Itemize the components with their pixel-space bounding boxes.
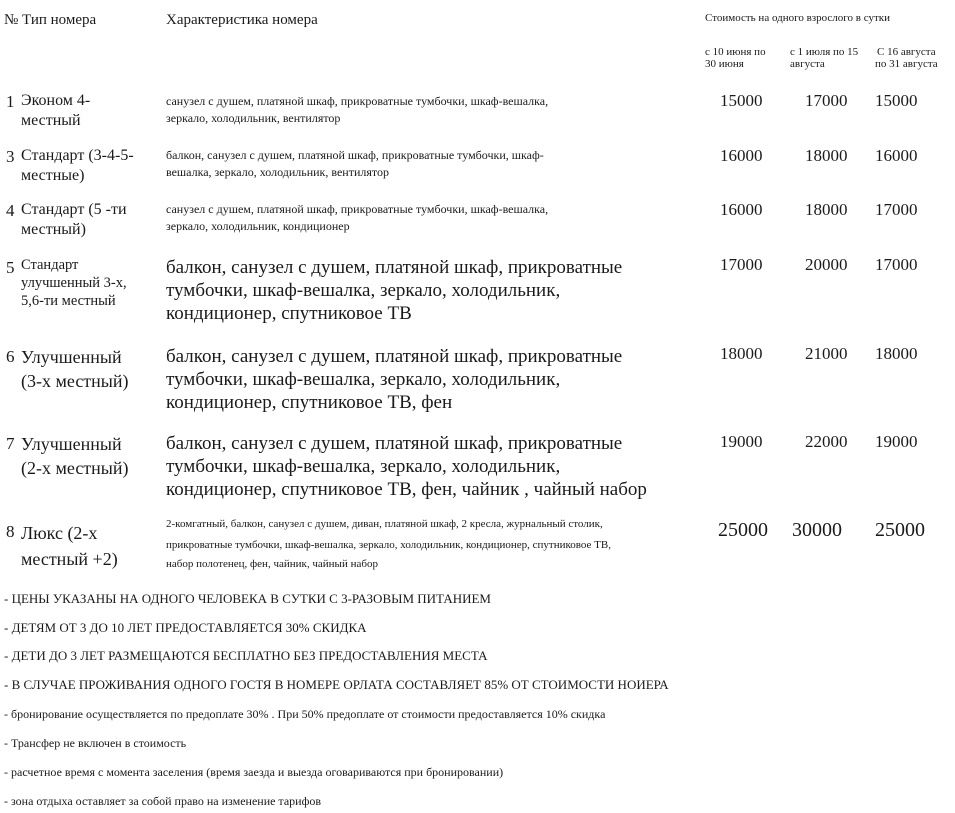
- price-period-2: 18000: [805, 200, 848, 219]
- room-number: 5: [6, 258, 15, 277]
- price-period-2: 20000: [805, 255, 848, 274]
- room-description: 2-комгатный, балкон, санузел с душем, диван, платяной шкаф, 2 кресла, журнальный столик, прикроватные тумбочки, шкаф-вешалка, зеркало, холодильник, кондиционер, спутниковое ТВ, набор полотенец, фен, чайник, чайный набор: [166, 518, 611, 570]
- price-period-3: 25000: [875, 519, 925, 541]
- note-meals: - ЦЕНЫ УКАЗАНЫ НА ОДНОГО ЧЕЛОВЕКА В СУТКИ С 3-РАЗОВЫМ ПИТАНИЕМ: [4, 591, 491, 606]
- room-description: санузел с душем, платяной шкаф, прикроватные тумбочки, шкаф-вешалка, зеркало, холодильник, кондиционер: [166, 202, 549, 233]
- price-period-1: 17000: [720, 255, 763, 274]
- room-number: 4: [6, 201, 15, 220]
- price-period-1: 19000: [720, 432, 763, 451]
- header-type: № Тип номера: [4, 12, 97, 28]
- note-tariff-change: - зона отдыха оставляет за собой право на изменение тарифов: [4, 794, 322, 808]
- room-number: 6: [6, 347, 15, 366]
- price-period-3: 15000: [875, 91, 918, 110]
- room-description: балкон, санузел с душем, платяной шкаф, прикроватные тумбочки, шкаф-вешалка, зеркало, холодильник, кондиционер, спутниковое ТВ, фен, чайник , чайный набор: [166, 433, 647, 500]
- note-infants-free: - ДЕТИ ДО 3 ЛЕТ РАЗМЕЩАЮТСЯ БЕСПЛАТНО БЕЗ ПРЕДОСТАВЛЕНИЯ МЕСТА: [4, 648, 488, 663]
- note-transfer: - Трансфер не включен в стоимость: [4, 736, 187, 750]
- price-period-1: 16000: [720, 146, 763, 165]
- room-type: Стандарт улучшенный 3-х, 5,6-ти местный: [21, 257, 127, 309]
- note-children-discount: - ДЕТЯМ ОТ 3 ДО 10 ЛЕТ ПРЕДОСТАВЛЯЕТСЯ 30% СКИДКА: [4, 620, 367, 635]
- period-2-label: с 1 июля по 15 августа: [790, 46, 859, 70]
- room-description: балкон, санузел с душем, платяной шкаф, прикроватные тумбочки, шкаф-вешалка, зеркало, холодильник, кондиционер, спутниковое ТВ: [166, 257, 623, 324]
- price-period-2: 21000: [805, 344, 848, 363]
- price-period-1: 18000: [720, 344, 763, 363]
- price-period-1: 16000: [720, 200, 763, 219]
- room-number: 3: [6, 147, 15, 166]
- room-type: Улучшенный (3-х местный): [21, 347, 129, 391]
- price-period-3: 16000: [875, 146, 918, 165]
- price-period-3: 17000: [875, 255, 918, 274]
- period-1-label: с 10 июня по 30 июня: [705, 46, 766, 70]
- note-checkin-time: - расчетное время с момента заселения (время заезда и выезда оговариваются при бронировании): [4, 765, 504, 779]
- period-3-label: С 16 августа по 31 августа: [875, 46, 938, 70]
- price-period-3: 17000: [875, 200, 918, 219]
- price-period-3: 18000: [875, 344, 918, 363]
- room-description: балкон, санузел с душем, платяной шкаф, прикроватные тумбочки, шкаф- вешалка, зеркало, холодильник, вентилятор: [166, 148, 544, 179]
- room-type: Люкс (2-х местный +2): [21, 523, 118, 569]
- room-number: 8: [6, 522, 15, 541]
- price-period-2: 18000: [805, 146, 848, 165]
- room-number: 1: [6, 92, 15, 111]
- room-type: Улучшенный (2-х местный): [21, 434, 129, 478]
- price-period-2: 22000: [805, 432, 848, 451]
- room-type: Эконом 4- местный: [21, 92, 91, 129]
- price-period-3: 19000: [875, 432, 918, 451]
- price-period-2: 30000: [792, 519, 842, 541]
- room-type: Стандарт (3-4-5- местные): [21, 147, 134, 184]
- note-single-occupancy: - В СЛУЧАЕ ПРОЖИВАНИЯ ОДНОГО ГОСТЯ В НОМЕРЕ ОРЛАТА СОСТАВЛЯЕТ 85% ОТ СТОИМОСТИ НОИЕРА: [4, 677, 669, 692]
- note-prepayment: - бронирование осуществляется по предоплате 30% . При 50% предоплате от стоимости предоставляется 10% скидка: [4, 707, 606, 721]
- room-description: балкон, санузел с душем, платяной шкаф, прикроватные тумбочки, шкаф-вешалка, зеркало, холодильник, кондиционер, спутниковое ТВ, фен: [166, 346, 623, 413]
- room-description: санузел с душем, платяной шкаф, прикроватные тумбочки, шкаф-вешалка, зеркало, холодильник, вентилятор: [166, 94, 549, 125]
- room-type: Стандарт (5 -ти местный): [21, 201, 127, 238]
- price-period-1: 25000: [718, 519, 768, 541]
- header-price: Стоимость на одного взрослого в сутки: [705, 12, 890, 24]
- price-period-2: 17000: [805, 91, 848, 110]
- header-description: Характеристика номера: [166, 12, 318, 28]
- price-period-1: 15000: [720, 91, 763, 110]
- room-number: 7: [6, 434, 15, 453]
